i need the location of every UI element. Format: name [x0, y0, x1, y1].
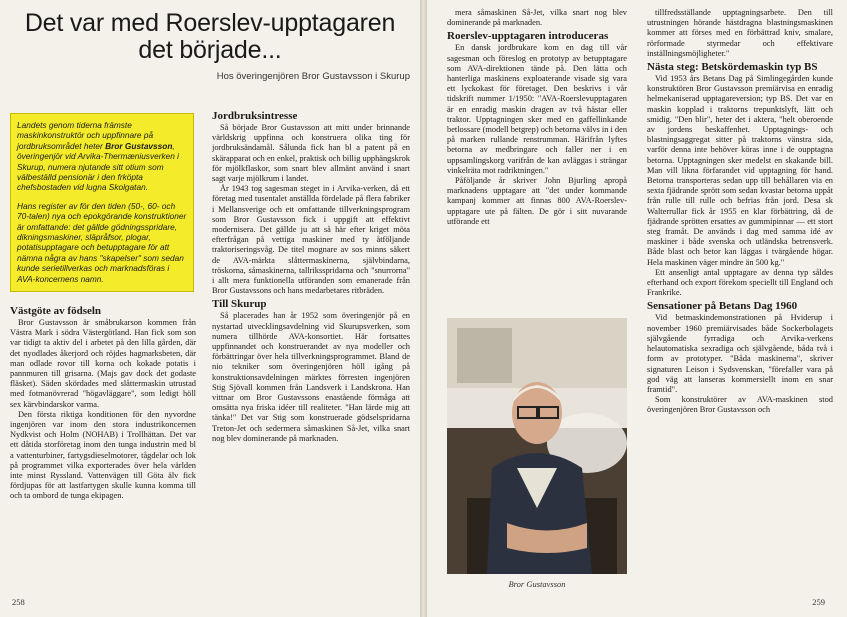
body-paragraph: En dansk jordbrukare kom en dag till vår sagesman och föreslog en prototyp av betupptagare som AVA-direktionen tände på. Den lätta och hanterliga maskinens exploaterande visade sig vara ett lyckokast för företaget. Den beskrivs i vår tidskrift nummer 1/1950: "AVA-Roerslevupptagaren är en enradig maskin dragen av två hästar eller traktor. Upptagningen sker med en gaffellinkande betlossare (modell betgrep) och betorna välvs in i den på marken rullande renstrumman. Härifrån lyftes betorna av medbringare och faller ner i en uppsamlingskorg varifrån de kan avläggas i strängar vinkelräta mot radriktningen.": [447, 43, 627, 175]
section-heading: Nästa steg: Betskördemaskin typ BS: [647, 61, 818, 74]
left-page: [0, 0, 420, 617]
section-heading: Jordbruksintresse: [212, 110, 298, 122]
section-heading: Västgöte av födseln: [10, 305, 102, 317]
body-paragraph: Vid betmaskindemonstrationen på Hviderup i november 1960 premiärvisades både Sockerbolagets självgående fyrradiga och Arvika-verkens helautomatiska sexradiga och självgående, båda två i form av prototyper. "Båda maskinerna", skriver signaturen Leison i Sydsvenskan, "förefaller vara på god väg att lanseras kommersiellt inom en snar framtid".: [647, 313, 833, 394]
body-paragraph: Bror Gustavsson är småbrukarson kommen från Västra Mark i södra Västergötland. Han fick som son var tidigt ta aktiv del i arbetet på den lilla gården, där det nyodlades åkerjord och röjdes hagmarksbeten, där man odlade rovor till korna och kokade potatis i pannmuren till grisarna. (Majs gav dock det godaste fläsket). Säden skördades med slåttermaskin utrustad med fotmanövrerad "högavläggare", som ledigt höll sex kärvbindarskor varma.: [10, 318, 196, 409]
body-paragraph: Så började Bror Gustavsson att mitt under brinnande världskrig uppfinna och konstruera olika ting för jordbruksändamål. Sålunda fick han bl a patent på en skärapparat och en enkel, praktisk och billig upphängskrok för mjölkflaskor, som snart blev allmänt använd i snart sagt varje mjölkrum i landet.: [212, 123, 410, 184]
section-heading: Sensationer på Betans Dag 1960: [647, 300, 798, 313]
body-paragraph: mera såmaskinen Så-Jet, vilka snart nog blev dominerande på marknaden.: [447, 8, 627, 28]
body-paragraph: Den första riktiga konditionen för den nyvordne ingenjören var inom den stora industrikoncernen Nydkvist och Holm (NOHAB) i Trollhättan. Det var ett dåtida storföretag inom den tunga industrin med bl a vattenturbiner, fartygsdieselmotorer, tågdelar och lok på programmet vilka exporterades över hela världen inte minst Ryssland. Vattenvägen till Göta älv fick fördjupas för att lastfartygen skulle kunna komma till och ta ombord de tunga ekipagen.: [10, 409, 196, 501]
section-heading: Till Skurup: [212, 298, 267, 311]
intro-box: [10, 113, 194, 292]
body-paragraph: Så placerades han år 1952 som överingenjör på en nystartad utvecklingsavdelning vid Skurupsverken, som numera tillhörde AVA-konsortiet. Här fortsattes uppfinnandet och konstruerandet av nya modeller och förbättringar över hela tillverkningsprogrammet. Bland de nio tekniker som överingenjören höll igång på konstruktionsavdelningen märktes förresten ingenjören Stig Sjövall kommen från Landsverk i Landskrona. Han vittnar om Bror Gustavssons enastående förmåga att omsätta nya friska idéer till realiteter. "Han lärde mig att tänka!" Det var Stig som konstruerade gödselspridarna Treton-Jet och sedermera såmaskinen Så-Jet, vilka snart nog blev dominerande på marknaden.: [212, 311, 410, 443]
intro-paragraph-2: Hans register av för den tiden (50-, 60- och 70-talen) nya och epokgörande konstruktioner är omfattande: det gällde gödningsspridare, dikningsmaskiner, släpråfsor, plogar, potatisupptagare och betupptagare för att nämna några av hans "skapelser" som sedan kunde serietillverkas och marknadsföras i AVA-koncernens namn.: [17, 200, 187, 284]
intro-name: Bror Gustavsson: [105, 140, 173, 151]
right-column-2: [647, 8, 833, 593]
right-column-1: [447, 8, 627, 314]
page-number: 258: [12, 597, 25, 607]
section-heading: Roerslev-upptagaren introduceras: [447, 30, 609, 43]
book-gutter: [420, 0, 427, 617]
body-paragraph: Påföljande år skriver John Bjurling apropå marknadens upptagare att "det under kommande kampanj kommer att finnas 800 AVA-Roerslev-upptagare ute på fälten. De gör i sitt nuvarande utförande ett: [447, 176, 627, 226]
portrait-photo-image: [447, 318, 627, 574]
left-column-2: [212, 108, 410, 598]
body-paragraph: Vid 1953 års Betans Dag på Simlingegården kunde konstruktören Bror Gustavsson premiärvisa en enradig helmekaniserad upptagareversion; typ BS. Det var en maskin kopplad i traktorns trepunktslyft, lätt och smidig. "Den blir", heter det i aktera, "helt oberoende av jordens beskaffenhet. Upptagnings- och blastningsaggregat sitter på traktorns vänstra sida, varför denna inte behöver köras inne i de oupptagna betorna. Upptagningen sker medelst en skakande bill. Man vill likna förfarandet vid upptagning för hand. Betorna transporteras sedan upp till behållaren via en sexta fjädrande sprött som sedan kvastar betorna uppåt från rulle till rulle och befrias från jord. Desa sk Walterrullar fick år 1955 en klar förbättring, då de fjädrande sprötten ersattes av gummipinnar — ett stort steg framåt. De används i dag med samma idé av maskiner i både svenska och utländska betrensverk. Både blast och betor kan läggas i tvärgående högar. Hela maskinen väger mindre än 500 kg.": [647, 74, 833, 267]
left-column-1: [10, 303, 196, 591]
body-paragraph: Som konstruktörer av AVA-maskinen stod överingenjören Bror Gustavsson och: [647, 395, 833, 415]
page-number: 259: [812, 597, 825, 607]
intro-paragraph-1: [17, 120, 187, 193]
article-title: Det var med Roerslev-upptagaren det började...: [24, 9, 396, 64]
intro-post: , överingenjör vid Arvika-Thermæniusverken i Skurup, numera njutande sitt otium som välbeställd pensionär i den frköpta chefsbostaden vid lugna Skolgatan.: [17, 140, 180, 193]
body-paragraph: tillfredsställande upptagningsarbete. Den till utrustningen hörande hästdragna blastningsmaskinen kommer att förses med en förbättrad kniv, smalare, rörformade styrmedar och effektivare inställningsmöjligheter.": [647, 8, 833, 58]
intro-pre: Landets genom tiderna främste maskinkonstruktör och uppfinnare på jordbruksområdet heter: [17, 120, 154, 151]
right-page: [427, 0, 847, 617]
body-paragraph: År 1943 tog sagesman steget in i Arvika-verken, då ett företag med tusentalet anställda fördelade på flera fabriker i Mellansverige och ett omfattande tillverkningsprogram som Bror Gustavsson fick i uppgift att effektivt modernisera. Det gällde ju att så här efter kriget möta efterfrågan på vettiga maskiner med ty åtföljande traktoriseringsvåg. De titel mognare av sos minns säkert de AVA-märkta slåttermaskinerna, självbindarna, tröskorna, såmaskinerna, tallriksspridarna och "snurrorna" i allt mera funktionella utföranden som emanerade från Bror Gustavssons och hans medarbetares ritbräden.: [212, 184, 410, 296]
body-paragraph: Ett ansenligt antal upptagare av denna typ såldes efterhand och export förekom speciellt till England och Frankrike.: [647, 267, 833, 298]
portrait-photo: [447, 318, 627, 574]
article-subtitle: Hos överingenjören Bror Gustavsson i Skurup: [216, 71, 410, 82]
photo-caption: Bror Gustavsson: [508, 579, 566, 589]
